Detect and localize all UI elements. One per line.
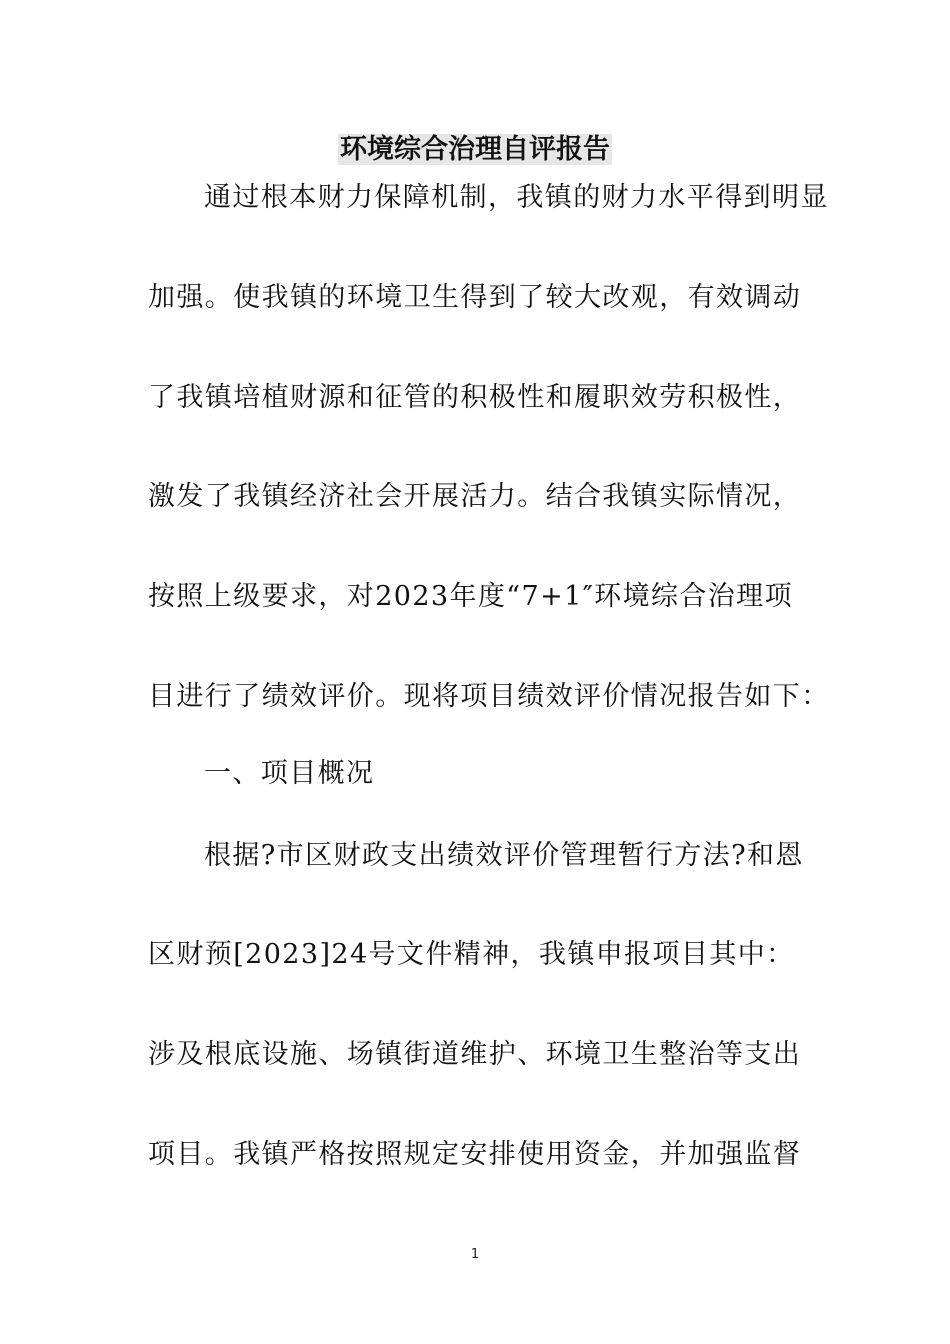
paragraph-line: 根据?市区财政支出绩效评价管理暂行方法?和恩 — [204, 840, 804, 871]
paragraph-line: 项目。我镇严格按照规定安排使用资金，并加强监督 — [148, 1139, 802, 1170]
document-title: 环境综合治理自评报告 — [340, 134, 610, 165]
page-number: 1 — [470, 1247, 480, 1262]
section-heading: 一、项目概况 — [204, 758, 375, 789]
paragraph-line: 目进行了绩效评价。现将项目绩效评价情况报告如下： — [148, 681, 830, 712]
paragraph-line: 区财预[2023]24号文件精神，我镇申报项目其中： — [148, 939, 795, 970]
paragraph-line: 按照上级要求，对2023年度“7+1″环境综合治理项 — [148, 581, 793, 612]
paragraph-line: 了我镇培植财源和征管的积极性和履职效劳积极性， — [148, 382, 802, 413]
paragraph-line: 通过根本财力保障机制，我镇的财力水平得到明显 — [204, 182, 829, 213]
paragraph-line: 涉及根底设施、场镇街道维护、环境卫生整治等支出 — [148, 1039, 802, 1070]
paragraph-line: 加强。使我镇的环境卫生得到了较大改观，有效调动 — [148, 282, 802, 313]
paragraph-line: 激发了我镇经济社会开展活力。结合我镇实际情况， — [148, 481, 802, 512]
